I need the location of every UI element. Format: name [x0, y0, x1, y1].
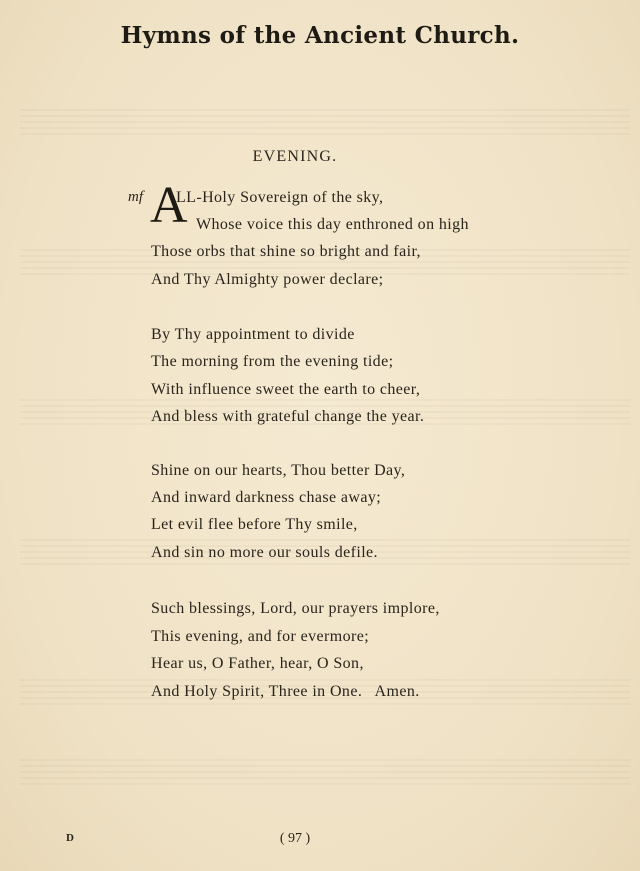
section-title: EVENING.	[252, 148, 338, 165]
page-number: ( 97 )	[279, 831, 311, 846]
verse-line: The morning from the evening tide;	[151, 353, 394, 370]
verse-line: Let evil flee before Thy smile,	[151, 516, 358, 533]
verse-line: And inward darkness chase away;	[151, 489, 382, 506]
drop-cap: A	[150, 177, 188, 234]
running-head: Hymns of the Ancient Church.	[120, 22, 520, 49]
signature-mark: D	[66, 832, 74, 844]
verse-line: With influence sweet the earth to cheer,	[151, 381, 421, 398]
verse-line: LL-Holy Sovereign of the sky,	[176, 189, 384, 206]
verse-line: And Thy Almighty power declare;	[151, 271, 384, 288]
verse-line: Those orbs that shine so bright and fair,	[151, 243, 421, 260]
verse-line: By Thy appointment to divide	[151, 326, 355, 343]
verse-line: Whose voice this day enthroned on high	[196, 216, 469, 233]
verse-line: And Holy Spirit, Three in One. Amen.	[151, 683, 420, 700]
verse-line: This evening, and for evermore;	[151, 628, 370, 645]
verse-line: Hear us, O Father, hear, O Son,	[151, 655, 364, 672]
verse-line: Such blessings, Lord, our prayers implore,	[151, 600, 440, 617]
verse-line: And bless with grateful change the year.	[151, 408, 425, 425]
verse-line: Shine on our hearts, Thou better Day,	[151, 462, 406, 479]
verse-line: And sin no more our souls defile.	[151, 544, 378, 561]
dynamic-marking: mf	[128, 189, 143, 205]
